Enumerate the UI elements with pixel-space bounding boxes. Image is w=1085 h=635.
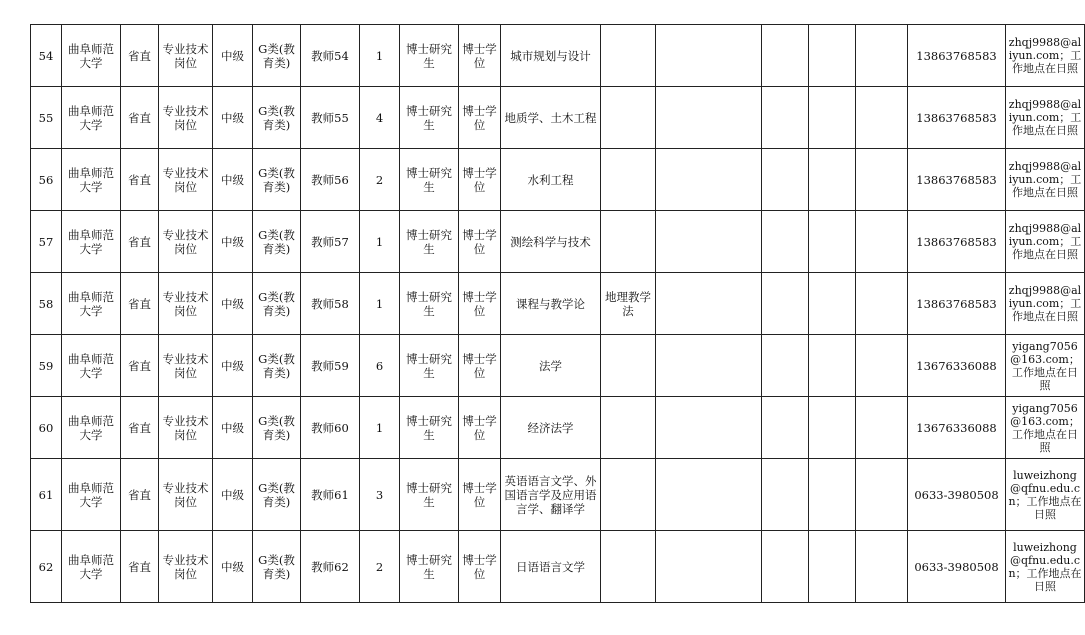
major: 日语语言文学 <box>501 531 601 603</box>
remarks: zhqj9988@aliyun.com；工作地点在日照 <box>1006 273 1085 335</box>
degree: 博士学位 <box>459 531 501 603</box>
major-direction <box>601 335 656 397</box>
remarks: zhqj9988@aliyun.com；工作地点在日照 <box>1006 25 1085 87</box>
post-grade: 中级 <box>213 459 253 531</box>
unit-name: 曲阜师范大学 <box>62 149 121 211</box>
table-row <box>31 211 1085 273</box>
major-direction <box>601 397 656 459</box>
row-number: 61 <box>31 459 62 531</box>
cell-empty-16 <box>856 273 908 335</box>
post-category: G类(教育类) <box>253 211 301 273</box>
cell-empty-13 <box>656 459 762 531</box>
education: 博士研究生 <box>400 25 459 87</box>
post-name: 教师54 <box>301 25 360 87</box>
remarks: yigang7056@163.com；工作地点在日照 <box>1006 335 1085 397</box>
unit-name: 曲阜师范大学 <box>62 459 121 531</box>
table-row <box>31 87 1085 149</box>
cell-empty-14 <box>762 149 809 211</box>
degree: 博士学位 <box>459 87 501 149</box>
cell-empty-14 <box>762 87 809 149</box>
post-grade: 中级 <box>213 273 253 335</box>
major-direction <box>601 459 656 531</box>
cell-empty-16 <box>856 211 908 273</box>
post-type: 专业技术岗位 <box>159 25 213 87</box>
unit-name: 曲阜师范大学 <box>62 531 121 603</box>
cell-empty-14 <box>762 211 809 273</box>
unit-level: 省直 <box>121 149 159 211</box>
remarks: zhqj9988@aliyun.com；工作地点在日照 <box>1006 149 1085 211</box>
contact-phone: 0633-3980508 <box>908 531 1006 603</box>
unit-name: 曲阜师范大学 <box>62 273 121 335</box>
post-category: G类(教育类) <box>253 25 301 87</box>
education: 博士研究生 <box>400 397 459 459</box>
cell-empty-14 <box>762 335 809 397</box>
hire-count: 1 <box>360 211 400 273</box>
major-direction: 地理教学法 <box>601 273 656 335</box>
post-category: G类(教育类) <box>253 531 301 603</box>
post-grade: 中级 <box>213 25 253 87</box>
cell-empty-13 <box>656 335 762 397</box>
row-number: 60 <box>31 397 62 459</box>
post-type: 专业技术岗位 <box>159 397 213 459</box>
cell-empty-16 <box>856 87 908 149</box>
major: 城市规划与设计 <box>501 25 601 87</box>
major: 经济法学 <box>501 397 601 459</box>
row-number: 56 <box>31 149 62 211</box>
cell-empty-15 <box>809 25 856 87</box>
unit-name: 曲阜师范大学 <box>62 211 121 273</box>
row-number: 59 <box>31 335 62 397</box>
major-direction <box>601 211 656 273</box>
post-grade: 中级 <box>213 87 253 149</box>
degree: 博士学位 <box>459 459 501 531</box>
cell-empty-15 <box>809 273 856 335</box>
post-name: 教师61 <box>301 459 360 531</box>
education: 博士研究生 <box>400 531 459 603</box>
cell-empty-15 <box>809 87 856 149</box>
cell-empty-13 <box>656 25 762 87</box>
table-row <box>31 397 1085 459</box>
cell-empty-15 <box>809 335 856 397</box>
contact-phone: 13863768583 <box>908 273 1006 335</box>
cell-empty-16 <box>856 149 908 211</box>
cell-empty-13 <box>656 149 762 211</box>
cell-empty-14 <box>762 25 809 87</box>
hire-count: 3 <box>360 459 400 531</box>
cell-empty-16 <box>856 397 908 459</box>
post-grade: 中级 <box>213 397 253 459</box>
hire-count: 1 <box>360 25 400 87</box>
post-name: 教师62 <box>301 531 360 603</box>
unit-level: 省直 <box>121 87 159 149</box>
cell-empty-16 <box>856 531 908 603</box>
post-category: G类(教育类) <box>253 87 301 149</box>
table-body <box>31 25 1085 603</box>
hire-count: 4 <box>360 87 400 149</box>
unit-level: 省直 <box>121 397 159 459</box>
post-name: 教师58 <box>301 273 360 335</box>
contact-phone: 13863768583 <box>908 149 1006 211</box>
post-type: 专业技术岗位 <box>159 211 213 273</box>
major-direction <box>601 25 656 87</box>
unit-level: 省直 <box>121 211 159 273</box>
post-grade: 中级 <box>213 211 253 273</box>
contact-phone: 13863768583 <box>908 25 1006 87</box>
remarks: yigang7056@163.com；工作地点在日照 <box>1006 397 1085 459</box>
post-type: 专业技术岗位 <box>159 87 213 149</box>
major: 法学 <box>501 335 601 397</box>
contact-phone: 13676336088 <box>908 335 1006 397</box>
unit-level: 省直 <box>121 459 159 531</box>
cell-empty-13 <box>656 273 762 335</box>
cell-empty-15 <box>809 149 856 211</box>
post-name: 教师60 <box>301 397 360 459</box>
post-type: 专业技术岗位 <box>159 335 213 397</box>
cell-empty-16 <box>856 335 908 397</box>
row-number: 57 <box>31 211 62 273</box>
table-row <box>31 149 1085 211</box>
post-name: 教师59 <box>301 335 360 397</box>
degree: 博士学位 <box>459 211 501 273</box>
table-row <box>31 459 1085 531</box>
unit-level: 省直 <box>121 531 159 603</box>
cell-empty-15 <box>809 397 856 459</box>
major: 测绘科学与技术 <box>501 211 601 273</box>
contact-phone: 13863768583 <box>908 87 1006 149</box>
cell-empty-13 <box>656 397 762 459</box>
major-direction <box>601 87 656 149</box>
unit-level: 省直 <box>121 335 159 397</box>
row-number: 54 <box>31 25 62 87</box>
hire-count: 1 <box>360 273 400 335</box>
post-type: 专业技术岗位 <box>159 531 213 603</box>
row-number: 55 <box>31 87 62 149</box>
post-type: 专业技术岗位 <box>159 273 213 335</box>
post-category: G类(教育类) <box>253 273 301 335</box>
degree: 博士学位 <box>459 25 501 87</box>
cell-empty-13 <box>656 211 762 273</box>
hire-count: 6 <box>360 335 400 397</box>
education: 博士研究生 <box>400 273 459 335</box>
post-category: G类(教育类) <box>253 149 301 211</box>
contact-phone: 13676336088 <box>908 397 1006 459</box>
education: 博士研究生 <box>400 211 459 273</box>
cell-empty-15 <box>809 531 856 603</box>
degree: 博士学位 <box>459 397 501 459</box>
major-direction <box>601 531 656 603</box>
post-grade: 中级 <box>213 149 253 211</box>
post-grade: 中级 <box>213 531 253 603</box>
post-category: G类(教育类) <box>253 335 301 397</box>
recruitment-table <box>30 24 1085 603</box>
post-name: 教师56 <box>301 149 360 211</box>
degree: 博士学位 <box>459 335 501 397</box>
remarks: luweizhong@qfnu.edu.cn；工作地点在日照 <box>1006 459 1085 531</box>
hire-count: 1 <box>360 397 400 459</box>
cell-empty-16 <box>856 25 908 87</box>
post-type: 专业技术岗位 <box>159 459 213 531</box>
remarks: luweizhong@qfnu.edu.cn；工作地点在日照 <box>1006 531 1085 603</box>
table-row <box>31 335 1085 397</box>
cell-empty-14 <box>762 397 809 459</box>
hire-count: 2 <box>360 531 400 603</box>
unit-name: 曲阜师范大学 <box>62 397 121 459</box>
unit-name: 曲阜师范大学 <box>62 25 121 87</box>
contact-phone: 13863768583 <box>908 211 1006 273</box>
post-category: G类(教育类) <box>253 397 301 459</box>
post-name: 教师57 <box>301 211 360 273</box>
post-type: 专业技术岗位 <box>159 149 213 211</box>
unit-name: 曲阜师范大学 <box>62 335 121 397</box>
education: 博士研究生 <box>400 87 459 149</box>
major: 地质学、土木工程 <box>501 87 601 149</box>
major: 英语语言文学、外国语言学及应用语言学、翻译学 <box>501 459 601 531</box>
education: 博士研究生 <box>400 149 459 211</box>
table-row <box>31 273 1085 335</box>
table-row <box>31 25 1085 87</box>
post-name: 教师55 <box>301 87 360 149</box>
education: 博士研究生 <box>400 335 459 397</box>
contact-phone: 0633-3980508 <box>908 459 1006 531</box>
row-number: 58 <box>31 273 62 335</box>
major: 水利工程 <box>501 149 601 211</box>
cell-empty-13 <box>656 531 762 603</box>
post-category: G类(教育类) <box>253 459 301 531</box>
cell-empty-14 <box>762 459 809 531</box>
post-grade: 中级 <box>213 335 253 397</box>
remarks: zhqj9988@aliyun.com；工作地点在日照 <box>1006 211 1085 273</box>
cell-empty-15 <box>809 211 856 273</box>
degree: 博士学位 <box>459 149 501 211</box>
cell-empty-13 <box>656 87 762 149</box>
unit-level: 省直 <box>121 273 159 335</box>
cell-empty-14 <box>762 531 809 603</box>
row-number: 62 <box>31 531 62 603</box>
cell-empty-15 <box>809 459 856 531</box>
major: 课程与教学论 <box>501 273 601 335</box>
unit-level: 省直 <box>121 25 159 87</box>
unit-name: 曲阜师范大学 <box>62 87 121 149</box>
table-row <box>31 531 1085 603</box>
remarks: zhqj9988@aliyun.com；工作地点在日照 <box>1006 87 1085 149</box>
cell-empty-16 <box>856 459 908 531</box>
education: 博士研究生 <box>400 459 459 531</box>
hire-count: 2 <box>360 149 400 211</box>
cell-empty-14 <box>762 273 809 335</box>
major-direction <box>601 149 656 211</box>
degree: 博士学位 <box>459 273 501 335</box>
